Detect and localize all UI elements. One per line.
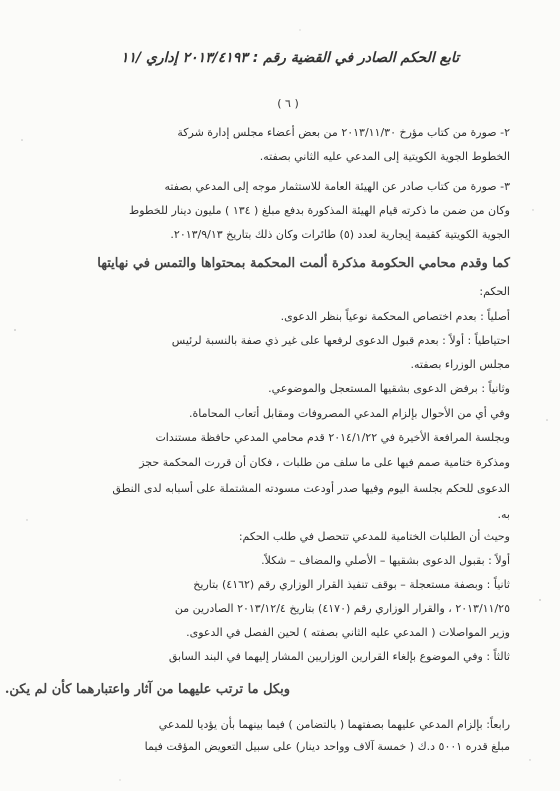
body-line: وحيث أن الطلبات الختامية للمدعي تتحصل في طلب الحكم: <box>238 530 510 543</box>
body-line: أولاً : بقبول الدعوى بشقيها – الأصلي والمضاف – شكلاً. <box>261 554 510 567</box>
body-line: وزير المواصلات ( المدعي عليه الثاني بصفته ) لحين الفصل في الدعوى. <box>186 626 510 639</box>
handwritten-line: كما وقدم محامي الحكومة مذكرة ألمت المحكمة بمحتواها والتمس في نهايتها <box>97 256 510 271</box>
body-line: الخطوط الجوية الكويتية إلى المدعي عليه الثاني بصفته. <box>259 150 510 163</box>
body-line: وفي أي من الأحوال بإلزام المدعي المصروفات ومقابل أتعاب المحاماة. <box>189 407 510 420</box>
page-number: ( ٦ ) <box>277 97 299 110</box>
body-line: ثانياً : وبصفة مستعجلة – بوقف تنفيذ القرار الوزاري رقم (٤١٦٢) بتاريخ <box>193 578 510 591</box>
body-line: ثالثاً : وفي الموضوع بإلغاء القرارين الوزاريين المشار إليهما في البند السابق <box>168 650 510 663</box>
body-line: احتياطياً : أولاً : بعدم قبول الدعوى لرفعها على غير ذي صفة بالنسبة لرئيس <box>171 334 510 347</box>
body-line: الجوية الكويتية كقيمة إيجارية لعدد (٥) طائرات وكان ذلك بتاريخ ٢٠١٣/٩/١٣. <box>170 228 510 241</box>
body-line: وثانياً : برفض الدعوى بشقيها المستعجل والموضوعي. <box>268 382 510 395</box>
body-line: ٢٠١٣/١١/٢٥ ، والقرار الوزاري رقم (٤١٧٠) بتاريخ ٢٠١٣/١٢/٤ الصادرين من <box>174 602 510 615</box>
body-line: به. <box>497 508 510 521</box>
body-line: رابعاً: بإلزام المدعي عليهما بصفتهما ( بالتضامن ) فيما بينهما بأن يؤديا للمدعي <box>158 718 510 731</box>
body-line: وكان من ضمن ما ذكرته قيام الهيئة المذكورة بدفع مبلغ ( ١٣٤ ) مليون دينار للخطوط <box>129 204 510 217</box>
document-header: تابع الحكم الصادر في القضية رقم : ٢٠١٣/٤١٩٣ إداري /١١ <box>120 50 460 66</box>
body-line: ٢- صورة من كتاب مؤرخ ٢٠١٣/١١/٣٠ من بعض أعضاء مجلس إدارة شركة <box>177 126 510 139</box>
body-line: الدعوى للحكم بجلسة اليوم وفيها صدر أودعت مسودته المشتملة على أسبابه لدى النطق <box>112 482 510 495</box>
body-line: ومذكرة ختامية صمم فيها على ما سلف من طلبات ، فكان أن قررت المحكمة حجز <box>139 456 510 469</box>
body-line: وبجلسة المرافعة الأخيرة في ٢٠١٤/١/٢٢ قدم محامي المدعي حافظة مستندات <box>155 431 510 444</box>
body-line: ٣- صورة من كتاب صادر عن الهيئة العامة للاستثمار موجه إلى المدعي بصفته <box>164 180 510 193</box>
body-line: مبلغ قدره ٥٠٠١ د.ك ( خمسة آلاف وواحد دينار) على سبيل التعويض المؤقت فيما <box>144 740 510 753</box>
body-line: مجلس الوزراء بصفته. <box>410 358 510 371</box>
handwritten-line: وبكل ما ترتب عليهما من آثار واعتبارهما كأن لم يكن. <box>4 682 290 697</box>
body-line: الحكم: <box>479 285 510 298</box>
body-line: أصلياً : بعدم اختصاص المحكمة نوعياً بنظر الدعوى. <box>280 310 510 323</box>
